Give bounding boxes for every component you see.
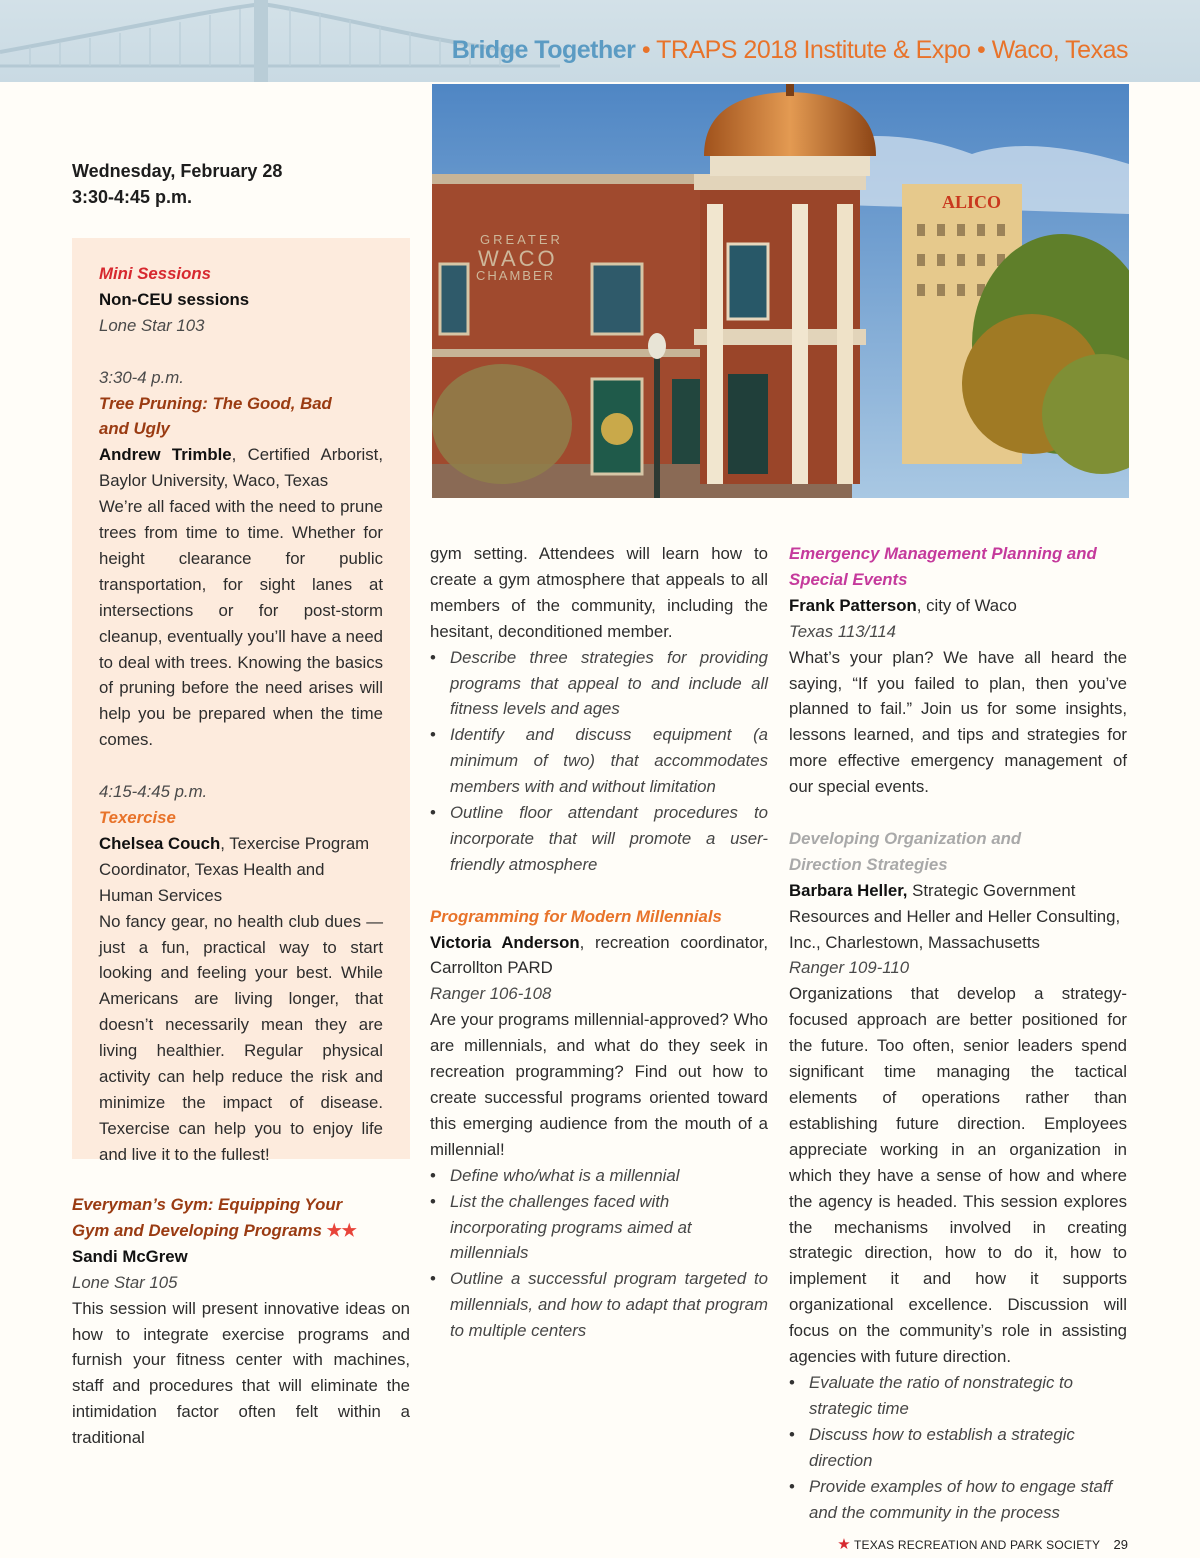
speaker-affiliation: , city of Waco: [916, 595, 1017, 615]
session-room: Ranger 106-108: [430, 984, 552, 1004]
session-title: Texercise: [99, 808, 176, 827]
mini-sessions-column: [99, 261, 383, 1168]
mini-sessions-heading: Mini Sessions: [99, 264, 211, 283]
speaker-affiliation: , recreation coordinator, Carrollton PARD: [430, 932, 768, 978]
speaker-name: Sandi McGrew: [72, 1246, 188, 1266]
session-date: [72, 158, 282, 210]
objective-item: • Discuss how to establish a strategic direction: [789, 1422, 1127, 1474]
objective-item: • Identify and discuss equipment (a minimum of two) that accommodates members with and without limitation: [430, 722, 768, 800]
page-footer: [837, 1535, 1128, 1553]
session-title: Developing Organization and: [789, 828, 1022, 848]
session-description: Organizations that develop a strategy-focused approach are better positioned for the future. Too often, senior leaders spend significant time managing the tactical elements of operations rather than establishing future direction. Employees appreciate working in an organization in which they have a sense of how and where the agency is headed. This session explores the mechanisms involved in creating strategic direction, how to do it, how to implement it and how it supports organizational excellence. Discussion will focus on the community’s role in assisting agencies with future direction.: [789, 984, 1127, 1367]
middle-column: [430, 541, 768, 1344]
speaker-affiliation: , Certified Arborist, Baylor University, Waco, Texas: [99, 445, 383, 491]
session-title-cont: and Ugly: [99, 419, 170, 439]
date-day: Wednesday, February 28: [72, 161, 283, 181]
footer-organization: TEXAS RECREATION AND PARK SOCIETY: [853, 1538, 1101, 1552]
objective-item: • Outline a successful program targeted to millennials, and how to adapt that program to multiple centers: [430, 1266, 768, 1344]
speaker-name: Barbara Heller,: [789, 880, 908, 900]
star-icon: ★: [837, 1536, 851, 1553]
speaker-name: Andrew Trimble: [99, 445, 232, 465]
session-title: Tree Pruning: The Good, Bad: [99, 393, 332, 413]
speaker-name: Chelsea Couch: [99, 833, 221, 853]
header-main-title: Bridge Together: [451, 36, 636, 64]
session-time: 3:30-4 p.m.: [99, 367, 184, 387]
right-column: [789, 541, 1127, 1525]
session-description: This session will present innovative ideas on how to integrate exercise programs and furnish your fitness center with machines, staff and procedures that will eliminate the intimidation factor often felt within a traditional: [72, 1298, 410, 1448]
session-title: Programming for Modern Millennials: [430, 906, 722, 926]
header-separator: •: [641, 36, 651, 64]
session-description: What’s your plan? We have all heard the saying, “If you failed to plan, then you’ve planned to fail.” Join us for some insights, lessons learned, and tips and strategies for more effective emergency management of our special events.: [789, 647, 1127, 797]
chamber-sign-line2: WACO: [478, 246, 558, 271]
star-rating-icon: ★★: [326, 1220, 357, 1240]
building-sign-text: ALICO: [942, 192, 1002, 212]
objective-item: • Outline floor attendant procedures to incorporate that will promote a user-friendly atmosphere: [430, 800, 768, 878]
header-title: [452, 36, 1128, 65]
objective-item: • Evaluate the ratio of nonstrategic to strategic time: [789, 1370, 1127, 1422]
header-separator: •: [977, 36, 986, 64]
session-time: 4:15-4:45 p.m.: [99, 782, 208, 802]
objective-item: • Define who/what is a millennial: [430, 1163, 768, 1189]
page-number: 29: [1113, 1537, 1128, 1552]
mini-sessions-subheading: Non-CEU sessions: [99, 289, 250, 309]
speaker-affiliation: Strategic Government Resources and Heller and Heller Consulting, Inc., Charlestown, Massachusetts: [789, 880, 1121, 952]
header-event: TRAPS 2018 Institute & Expo: [656, 36, 971, 64]
header-location: Waco, Texas: [991, 36, 1128, 64]
session-room: Texas 113/114: [789, 621, 896, 641]
session-title-cont: Special Events: [789, 569, 908, 589]
session-title: Emergency Management Planning and: [789, 544, 1097, 563]
objective-item: • Provide examples of how to engage staff and the community in the process: [789, 1474, 1127, 1526]
session-title-cont: Gym and Developing Programs: [72, 1220, 322, 1240]
session-room: Ranger 109-110: [789, 958, 910, 978]
speaker-name: Victoria Anderson: [430, 932, 580, 952]
chamber-sign-line1: GREATER: [480, 232, 563, 247]
photo-illustration: [432, 84, 1129, 498]
session-description: We’re all faced with the need to prune trees from time to time. Whether for height clearance for public transportation, for sight lanes at intersections or for post-storm cleanup, eventually you’ll have a need to deal with trees. Knowing the basics of pruning before the need arises will help you be prepared when the time comes.: [99, 497, 383, 750]
session-description: Are your programs millennial-approved? Who are millennials, and what do they seek in recreation programming? Find out how to create successful programs oriented toward this emerging audience from the mouth of a millennial!: [430, 1010, 768, 1159]
waco-chamber-photo: [432, 84, 1129, 498]
session-description-cont: gym setting. Attendees will learn how to create a gym atmosphere that appeals to all members of the community, including the hesitant, deconditioned member.: [430, 544, 768, 641]
date-time: 3:30-4:45 p.m.: [72, 187, 193, 207]
session-room: Lone Star 105: [72, 1272, 178, 1292]
header-banner: [0, 0, 1200, 82]
learning-objectives: [430, 645, 768, 878]
mini-sessions-room: Lone Star 103: [99, 315, 205, 335]
session-title-cont: Direction Strategies: [789, 854, 948, 874]
everyman-session: [72, 1192, 410, 1451]
speaker-name: Frank Patterson: [789, 595, 917, 615]
session-description: No fancy gear, no health club dues — just a fun, practical way to start looking and feeling your best. While Americans are living longer, that doesn’t necessarily mean they are living healthier. Regular physical activity can help reduce the risk and minimize the impact of disease. Texercise can help you to enjoy life and live it to the fullest!: [99, 911, 383, 1164]
learning-objectives: [789, 1370, 1127, 1525]
chamber-sign-line3: CHAMBER: [476, 268, 556, 283]
session-title: Everyman’s Gym: Equipping Your: [72, 1195, 343, 1214]
objective-item: • Describe three strategies for providing programs that appeal to and include all fitness levels and ages: [430, 645, 768, 723]
speaker-affiliation: , Texercise Program Coordinator, Texas Health and Human Services: [99, 833, 370, 905]
learning-objectives: [430, 1163, 768, 1344]
objective-item: • List the challenges faced with incorporating programs aimed at millennials: [430, 1189, 768, 1267]
